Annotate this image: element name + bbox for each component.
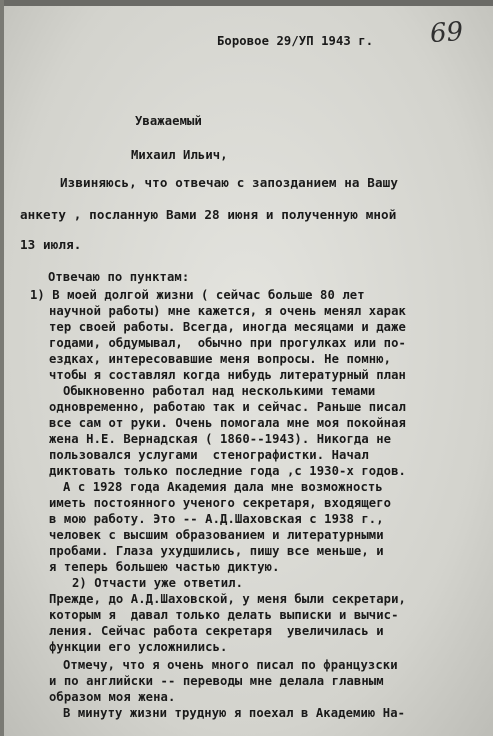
handwritten-page-number: 69 <box>428 16 465 50</box>
body-line: функции его усложнились. <box>49 640 228 654</box>
body-line: и по английски -- переводы мне делала главным <box>49 674 384 688</box>
body-line: анкету , посланную Вами 28 июня и полученную мной <box>20 207 397 222</box>
body-line: образом моя жена. <box>49 690 176 704</box>
body-line: пробами. Глаза ухудшились, пишу все меньше, и <box>49 544 384 558</box>
body-line: Прежде, до А.Д.Шаховской, у меня были секретари, <box>49 592 406 606</box>
body-line: Отвечаю по пунктам: <box>48 270 190 284</box>
body-line: научной работы) мне кажется, я очень менял харак <box>49 304 406 318</box>
body-line: 1) В моей долгой жизни ( сейчас больше 80 лет <box>30 288 365 302</box>
body-line: тер своей работы. Всегда, иногда месяцами и даже <box>49 320 406 334</box>
salutation-line-1: Уважаемый <box>135 114 202 128</box>
body-line: пользовался услугами стенографистки. Начал <box>49 448 369 462</box>
body-line: диктовать только последние года ,с 1930-х годов. <box>49 464 406 478</box>
body-line: 13 июля. <box>20 237 82 252</box>
salutation-line-2: Михаил Ильич, <box>131 148 228 162</box>
body-line: жена Н.Е. Вернадская ( 1860--1943). Никогда не <box>49 432 392 446</box>
body-line: которым я давал только делать выписки и вычис- <box>49 608 399 622</box>
dateline: Боровое 29/УП 1943 г. <box>217 34 374 48</box>
body-line: все сам от руки. Очень помогала мне моя покойная <box>49 416 406 430</box>
body-line: ления. Сейчас работа секретаря увеличилась и <box>49 624 384 638</box>
body-line: 2) Отчасти уже ответил. <box>72 576 244 590</box>
body-line: в мою работу. Это -- А.Д.Шаховская с 1938 г., <box>49 512 384 526</box>
body-line: Обыкновенно работал над несколькими темами <box>63 384 376 398</box>
body-line: А с 1928 года Академия дала мне возможность <box>63 480 383 494</box>
body-line: иметь постоянного ученого секретаря, входящего <box>49 496 392 510</box>
body-line: ездках, интересовавшие меня вопросы. Не помню, <box>49 352 392 366</box>
body-line: Извиняюсь, что отвечаю с запозданием на Вашу <box>60 175 399 190</box>
body-line: годами, обдумывал, обычно при прогулках или по- <box>49 336 406 350</box>
scan-edge-left <box>0 0 4 736</box>
body-line: Отмечу, что я очень много писал по французски <box>63 658 398 672</box>
body-line: чтобы я составлял когда нибудь литературный план <box>49 368 406 382</box>
scan-edge-top <box>0 0 493 6</box>
body-line: я теперь большею частью диктую. <box>49 560 280 574</box>
body-line: человек с высшим образованием и литературными <box>49 528 384 542</box>
body-line: В минуту жизни трудную я поехал в Академию На- <box>63 706 406 720</box>
body-line: одновременно, работаю так и сейчас. Раньше писал <box>49 400 406 414</box>
